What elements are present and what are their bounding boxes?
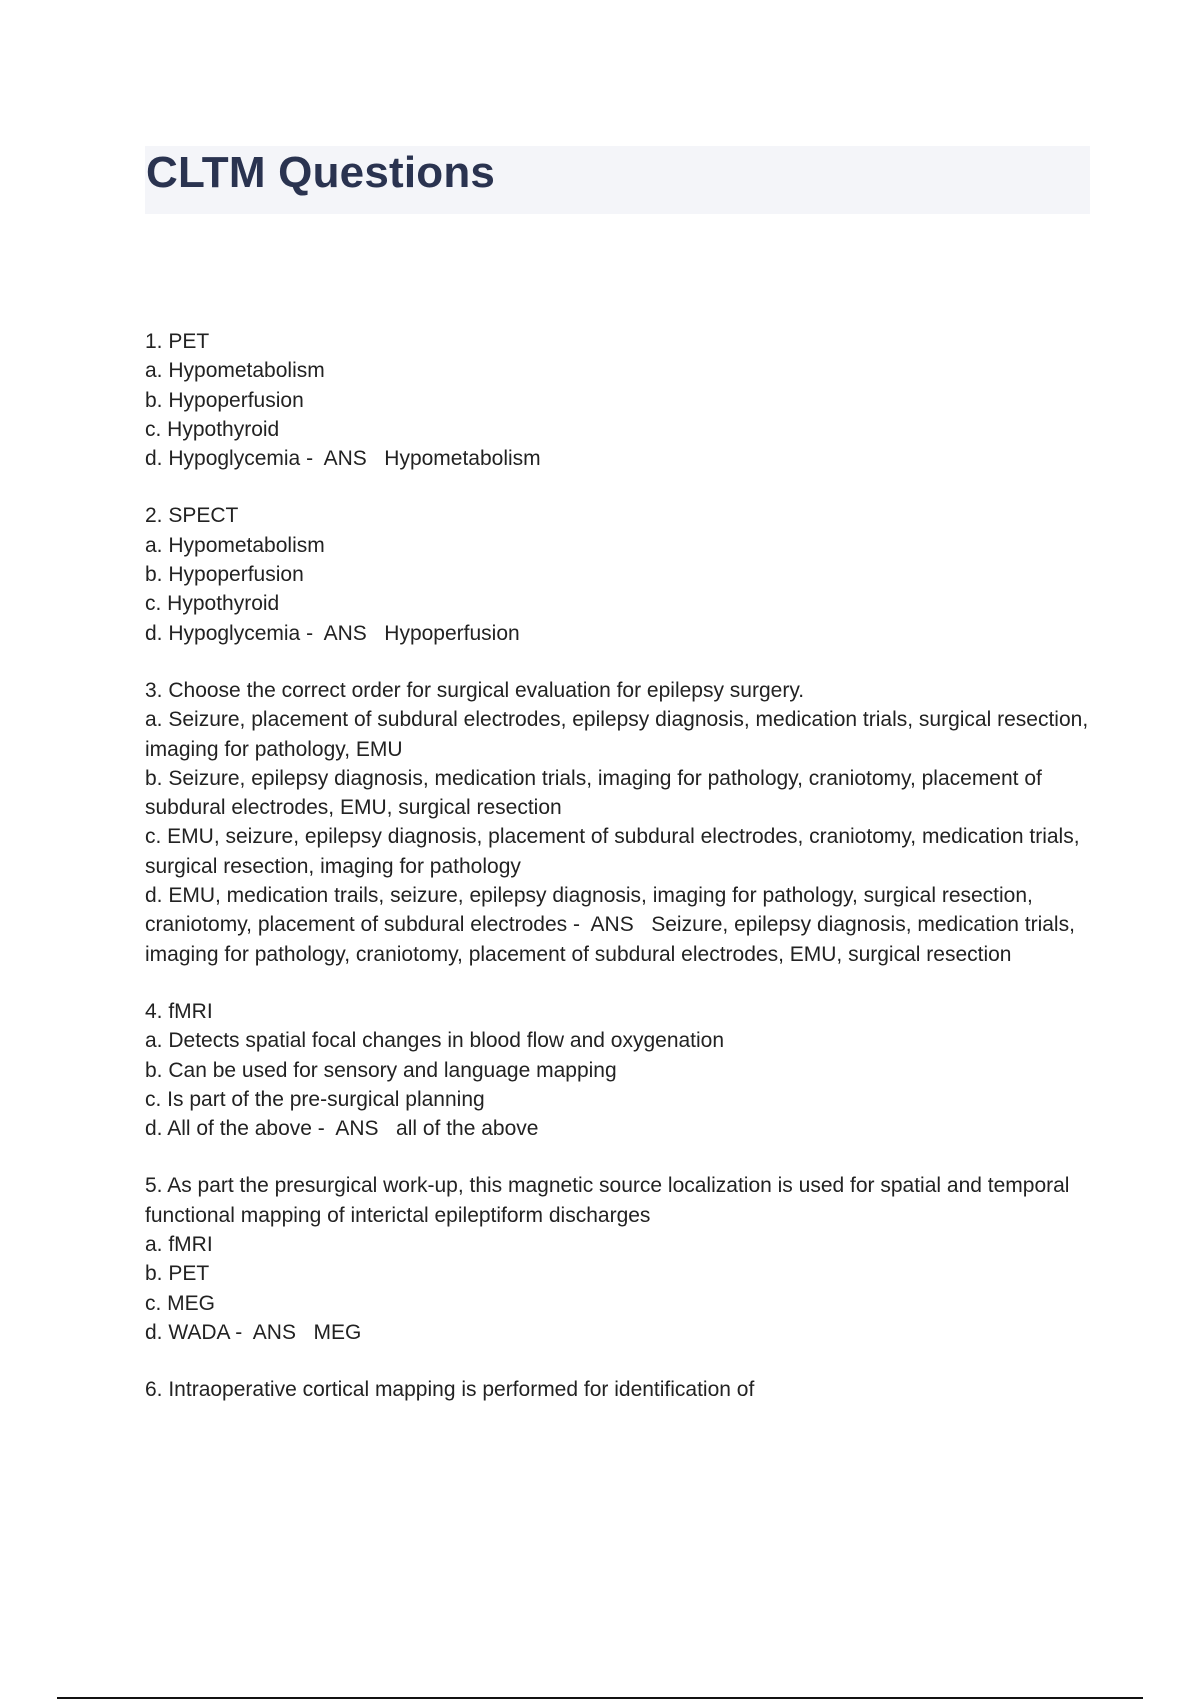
option-a: a. Hypometabolism [145,533,325,557]
option-b: b. Hypoperfusion [145,388,304,412]
question-1 [145,327,1095,473]
option-b: b. Hypoperfusion [145,563,304,587]
ans-label: ANS [590,913,634,937]
option-d: d. WADA [145,1320,230,1344]
question-stem: 4. fMRI [145,999,213,1023]
option-d-with-answer: d. Hypoglycemia - ANS Hypoperfusion [145,621,520,645]
option-b: b. Can be used for sensory and language mapping [145,1058,617,1082]
answer-text: all of the above [396,1117,539,1141]
option-d-with-answer: d. WADA - ANS MEG [145,1320,362,1344]
ans-label: ANS [335,1117,379,1141]
option-d-with-answer: d. EMU, medication trails, seizure, epilepsy diagnosis, imaging for pathology, surgical resection, craniotomy, placement of subdural electrodes - ANS Seizure, epilepsy diagnosis, medication trials, imaging for pathology, craniotomy, placement of subdural electrodes, EMU, surgical resection [145,884,1075,966]
question-stem: 6. Intraoperative cortical mapping is performed for identification of [145,1378,755,1402]
option-d: d. All of the above [145,1117,312,1141]
answer-text: Seizure, epilepsy diagnosis, medication trials, imaging for pathology, craniotomy, placement of subdural electrodes, EMU, surgical resection [145,913,1075,966]
question-4 [145,997,1095,1143]
option-d: d. Hypoglycemia [145,621,301,645]
question-stem: 3. Choose the correct order for surgical evaluation for epilepsy surgery. [145,678,805,702]
question-list [145,327,1095,1433]
question-stem: 2. SPECT [145,504,239,528]
option-c: c. Hypothyroid [145,417,280,441]
question-3 [145,676,1095,969]
question-5 [145,1171,1095,1347]
answer-text: Hypoperfusion [384,621,520,645]
option-d-with-answer: d. Hypoglycemia - ANS Hypometabolism [145,447,541,471]
option-c: c. MEG [145,1291,216,1315]
question-stem: 5. As part the presurgical work-up, this magnetic source localization is used for spatial and temporal functional mapping of interictal epileptiform discharges [145,1174,1070,1227]
option-b: b. PET [145,1262,210,1286]
ans-label: ANS [252,1320,296,1344]
option-d: d. Hypoglycemia [145,447,301,471]
answer-text: MEG [313,1320,362,1344]
option-b: b. Seizure, epilepsy diagnosis, medication trials, imaging for pathology, craniotomy, placement of subdural electrodes, EMU, surgical resection [145,766,1042,820]
option-c: c. Hypothyroid [145,592,280,616]
option-a: a. Seizure, placement of subdural electrodes, epilepsy diagnosis, medication trials, surgical resection, imaging for pathology, EMU [145,708,1089,761]
question-stem: 1. PET [145,330,210,353]
option-c: c. Is part of the pre-surgical planning [145,1087,485,1111]
option-a: a. Detects spatial focal changes in blood flow and oxygenation [145,1029,725,1053]
question-6 [145,1375,1095,1404]
question-2 [145,501,1095,647]
option-d: d. EMU, medication trails, seizure, epilepsy diagnosis, imaging for pathology, surgical resection, craniotomy, placement of subdural electrodes [145,884,1033,937]
option-a: a. Hypometabolism [145,359,325,383]
ans-label: ANS [323,621,367,645]
ans-label: ANS [323,447,367,471]
option-d-with-answer: d. All of the above - ANS all of the above [145,1117,539,1141]
page-bottom-rule [57,1697,1143,1699]
answer-text: Hypometabolism [384,447,541,471]
page-title: CLTM Questions [146,148,496,197]
option-c: c. EMU, seizure, epilepsy diagnosis, placement of subdural electrodes, craniotomy, medication trials, surgical resection, imaging for pathology [145,825,1080,878]
option-a: a. fMRI [145,1233,213,1257]
